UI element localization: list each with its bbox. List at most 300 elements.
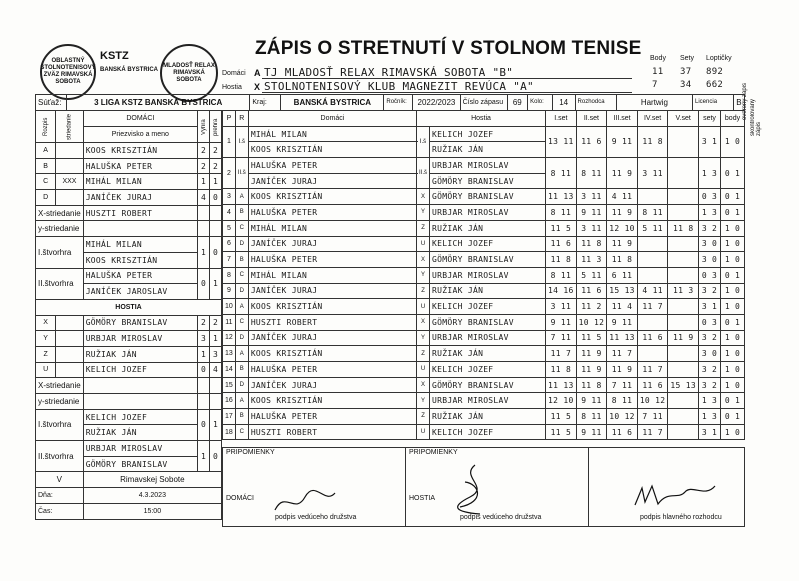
match-no: 69 bbox=[507, 95, 528, 111]
set-5-score bbox=[668, 424, 699, 440]
guest-player-2-name: RUŽIAK JÁN bbox=[430, 142, 546, 158]
home-player-name: HALUŠKA PETER bbox=[248, 252, 416, 268]
guest-player-letter: Z bbox=[417, 346, 430, 362]
set-2-score: 10 12 bbox=[576, 314, 607, 330]
referee-label: Rozhodca bbox=[575, 95, 616, 111]
sets-result: 3 1 bbox=[699, 299, 721, 315]
guest-signature bbox=[450, 462, 500, 517]
set-5-score bbox=[668, 267, 699, 283]
match-row bbox=[223, 424, 745, 440]
guest-player-letter: U bbox=[417, 362, 430, 378]
set5-header: V.set bbox=[668, 111, 699, 127]
player-letter: B bbox=[36, 158, 56, 174]
match-row bbox=[223, 377, 745, 393]
guest-player-name: RUŽIAK JÁN bbox=[430, 220, 546, 236]
set-4-score: 5 11 bbox=[637, 220, 668, 236]
player-letter: Z bbox=[36, 346, 56, 362]
set-3-score: 9 11 bbox=[607, 126, 638, 157]
remarks-label-left: PRIPOMIENKY bbox=[226, 449, 275, 456]
set-5-score bbox=[668, 393, 699, 409]
set-4-score bbox=[637, 189, 668, 205]
set-3-score: 11 7 bbox=[607, 346, 638, 362]
set-2-score: 3 11 bbox=[576, 220, 607, 236]
sig-divider-2 bbox=[588, 447, 589, 527]
guest-y-sub-label: y-striedanie bbox=[36, 394, 84, 410]
player-losses: 2 bbox=[210, 158, 222, 174]
points-result: 1 0 bbox=[721, 126, 745, 157]
home-doubles-1-player-a: MIHÁL MILAN bbox=[83, 237, 197, 253]
set-5-score: 11 3 bbox=[668, 283, 699, 299]
match-row bbox=[223, 267, 745, 283]
set-1-score: 11 5 bbox=[546, 424, 577, 440]
points-result: 1 0 bbox=[721, 362, 745, 378]
matches-table bbox=[222, 110, 745, 440]
set-5-score bbox=[668, 299, 699, 315]
set-3-score: 11 9 bbox=[607, 362, 638, 378]
match-number: 12 bbox=[223, 330, 236, 346]
sets-result: 3 2 bbox=[699, 283, 721, 299]
set-3-score: 11 9 bbox=[607, 158, 638, 189]
set-4-score bbox=[637, 252, 668, 268]
home-player-name: KOOS KRISZTIÁN bbox=[248, 346, 416, 362]
home-doubles-1-win: 1 bbox=[198, 237, 210, 268]
set-2-score: 5 11 bbox=[576, 267, 607, 283]
set-2-score: 11 5 bbox=[576, 330, 607, 346]
set-3-score: 7 11 bbox=[607, 377, 638, 393]
set1-header: I.set bbox=[546, 111, 577, 127]
home-player-name: HUSZTI ROBERT bbox=[248, 424, 416, 440]
home-player-letter: A bbox=[235, 393, 248, 409]
verified-scoresheet-note: skontrolovaný zápis bbox=[750, 98, 762, 136]
player-wins: 2 bbox=[198, 158, 210, 174]
match-number: 16 bbox=[223, 393, 236, 409]
points-result: 0 1 bbox=[721, 393, 745, 409]
home-sets: 37 bbox=[680, 67, 692, 77]
player-sub bbox=[56, 143, 83, 159]
player-wins: 1 bbox=[198, 174, 210, 190]
player-letter: C bbox=[36, 174, 56, 190]
guest-player-name: GÖMÖRY BRANISLAV bbox=[430, 189, 546, 205]
home-sig-label: DOMÁCI bbox=[226, 495, 254, 502]
guest-player-letter: Y bbox=[417, 393, 430, 409]
home-player-letter: D bbox=[235, 330, 248, 346]
set-4-score bbox=[637, 267, 668, 283]
set-5-score bbox=[668, 126, 699, 157]
player-wins: 3 bbox=[198, 331, 210, 347]
sets-result: 0 3 bbox=[699, 267, 721, 283]
match-number: 2 bbox=[223, 158, 236, 189]
points-result: 0 1 bbox=[721, 409, 745, 425]
guest-sets: 34 bbox=[680, 80, 692, 90]
sets-result: 3 2 bbox=[699, 220, 721, 236]
player-letter: X bbox=[36, 315, 56, 331]
set-5-score bbox=[668, 409, 699, 425]
lineup-table bbox=[35, 110, 222, 520]
competition: 3 LIGA KSTZ BANSKÁ BYSTRICA bbox=[66, 95, 249, 111]
home-player-letter: B bbox=[235, 205, 248, 221]
points-result: 0 1 bbox=[721, 158, 745, 189]
home-player-row bbox=[36, 158, 222, 174]
home-doubles-2-label: II.štvorhra bbox=[36, 268, 84, 299]
home-player-letter: A bbox=[235, 189, 248, 205]
player-sub bbox=[56, 315, 83, 331]
match-number: 7 bbox=[223, 252, 236, 268]
points-result: 1 0 bbox=[721, 346, 745, 362]
match-number: 1 bbox=[223, 126, 236, 157]
home-player-letter: B bbox=[235, 409, 248, 425]
set-4-score bbox=[637, 346, 668, 362]
guest-label: Hostia bbox=[222, 84, 242, 91]
player-losses: 0 bbox=[210, 190, 222, 206]
round: 14 bbox=[552, 95, 575, 111]
set-2-score: 9 11 bbox=[576, 393, 607, 409]
home-player-name: KOOS KRISZTIÁN bbox=[248, 189, 416, 205]
y-sub-label: y-striedanie bbox=[36, 221, 84, 237]
home-doubles-1-loss: 0 bbox=[210, 237, 222, 268]
set-2-score: 8 11 bbox=[576, 409, 607, 425]
set-2-score: 11 6 bbox=[576, 126, 607, 157]
home-player-name: JANÍČEK JURAJ bbox=[248, 330, 416, 346]
guest-player-letter: Y bbox=[417, 267, 430, 283]
set-2-score: 9 11 bbox=[576, 205, 607, 221]
match-row bbox=[223, 362, 745, 378]
home-player-name: MIHÁL MILAN bbox=[248, 220, 416, 236]
player-losses: 1 bbox=[210, 331, 222, 347]
sets-result: 3 1 bbox=[699, 126, 721, 157]
set-3-score: 11 6 bbox=[607, 424, 638, 440]
set-2-score: 8 11 bbox=[576, 158, 607, 189]
club-logo-left: OBLASTNÝ STOLNOTENISOVÝ ZVÄZ RIMAVSKÁ SOBOTA bbox=[40, 44, 96, 100]
home-player-letter: D bbox=[235, 236, 248, 252]
guest-player-letter: U bbox=[417, 424, 430, 440]
mladost-relax-logo: MLADOSŤ RELAX RIMAVSKÁ SOBOTA bbox=[160, 44, 218, 102]
player-name: JANÍČEK JURAJ bbox=[83, 190, 197, 206]
set-4-score: 10 12 bbox=[637, 393, 668, 409]
page-title: ZÁPIS O STRETNUTÍ V STOLNOM TENISE bbox=[255, 38, 642, 59]
match-row bbox=[223, 158, 745, 174]
points-result: 1 0 bbox=[721, 220, 745, 236]
home-player-row bbox=[36, 174, 222, 190]
player-wins: 1 bbox=[198, 346, 210, 362]
home-player-letter: II.š bbox=[235, 158, 248, 189]
home-player-letter: D bbox=[235, 283, 248, 299]
player-sub bbox=[56, 362, 83, 378]
r-header: R bbox=[235, 111, 248, 127]
guest-letter: X bbox=[254, 82, 261, 92]
set-1-score: 8 11 bbox=[546, 205, 577, 221]
set-4-score: 11 7 bbox=[637, 424, 668, 440]
player-wins: 2 bbox=[198, 143, 210, 159]
guest-doubles-2-win: 1 bbox=[198, 441, 210, 472]
set-3-score: 11 13 bbox=[607, 330, 638, 346]
sets-result: 3 1 bbox=[699, 424, 721, 440]
player-sub bbox=[56, 190, 83, 206]
guest-player-header: Hostia bbox=[417, 111, 546, 127]
guest-player-name: KELICH JOZEF bbox=[430, 236, 546, 252]
time: 15:00 bbox=[83, 503, 221, 519]
set-1-score: 11 8 bbox=[546, 362, 577, 378]
set-4-score: 11 6 bbox=[637, 330, 668, 346]
player-sub bbox=[56, 158, 83, 174]
home-doubles-2-loss: 1 bbox=[210, 268, 222, 299]
sets-result: 3 2 bbox=[699, 362, 721, 378]
x-sub-name: HUSZTI ROBERT bbox=[83, 205, 197, 221]
match-number: 17 bbox=[223, 409, 236, 425]
home-player-2-name: JANÍČEK JURAJ bbox=[248, 173, 416, 189]
home-doubles-1-label: I.štvorhra bbox=[36, 237, 84, 268]
match-no-label: Číslo zápasu bbox=[460, 95, 507, 111]
guest-player-letter: X bbox=[417, 252, 430, 268]
guest-player-name: URBJAR MIROSLAV bbox=[430, 205, 546, 221]
guest-player-name: GÖMÖRY BRANISLAV bbox=[430, 252, 546, 268]
set-5-score: 11 8 bbox=[668, 220, 699, 236]
guest-player-name: GÖMÖRY BRANISLAV bbox=[430, 314, 546, 330]
match-number: 9 bbox=[223, 283, 236, 299]
set-5-score bbox=[668, 236, 699, 252]
guest-player-name: URBJAR MIROSLAV bbox=[430, 393, 546, 409]
guest-player-letter: Z bbox=[417, 409, 430, 425]
set-3-score: 10 12 bbox=[607, 409, 638, 425]
guest-player-letter: U bbox=[417, 299, 430, 315]
set-4-score: 3 11 bbox=[637, 158, 668, 189]
set-5-score bbox=[668, 252, 699, 268]
home-player-letter: I.š bbox=[235, 126, 248, 157]
guest-doubles-2-loss: 0 bbox=[210, 441, 222, 472]
season-label: Ročník: bbox=[384, 95, 413, 111]
guest-player-row bbox=[36, 331, 222, 347]
home-player-header: Domáci bbox=[248, 111, 416, 127]
guest-sig-label: HOSTIA bbox=[409, 495, 436, 502]
sets-result: 3 0 bbox=[699, 236, 721, 252]
set-4-score: 8 11 bbox=[637, 205, 668, 221]
license-label: Licencia bbox=[693, 95, 734, 111]
guest-player-name: URBJAR MIROSLAV bbox=[430, 330, 546, 346]
points-result: 1 0 bbox=[721, 299, 745, 315]
set-2-score: 11 8 bbox=[576, 377, 607, 393]
home-player-2-name: KOOS KRISZTIÁN bbox=[248, 142, 416, 158]
home-section-header: DOMÁCI bbox=[83, 111, 197, 127]
sets-result: 3 2 bbox=[699, 330, 721, 346]
set-2-score: 11 9 bbox=[576, 362, 607, 378]
points-result: 1 0 bbox=[721, 283, 745, 299]
set-1-score: 11 5 bbox=[546, 409, 577, 425]
region-label: Kraj: bbox=[250, 95, 281, 111]
license: B bbox=[734, 95, 745, 111]
sig-divider bbox=[405, 447, 406, 527]
match-row bbox=[223, 330, 745, 346]
set-3-score: 15 13 bbox=[607, 283, 638, 299]
match-number: 10 bbox=[223, 299, 236, 315]
referee-sig-label: podpis hlavného rozhodcu bbox=[640, 514, 722, 521]
match-row bbox=[223, 299, 745, 315]
home-player-name: KOOS KRISZTIÁN bbox=[248, 393, 416, 409]
guest-player-letter: Z bbox=[417, 220, 430, 236]
match-number: 8 bbox=[223, 267, 236, 283]
points-result: 1 0 bbox=[721, 424, 745, 440]
set-4-score: 11 6 bbox=[637, 377, 668, 393]
wins-header: Výhra bbox=[198, 111, 210, 143]
rozpis-header: Rozpis bbox=[36, 111, 56, 143]
player-letter: Y bbox=[36, 331, 56, 347]
totals-header-sety: Sety bbox=[680, 55, 695, 62]
points-result: 1 0 bbox=[721, 252, 745, 268]
guest-player-letter: II.š bbox=[417, 158, 430, 189]
home-captain-sig-label: podpis vedúceho družstva bbox=[275, 514, 357, 521]
home-doubles-2-player-b: JANÍČEK JAROSLAV bbox=[83, 284, 197, 300]
match-number: 14 bbox=[223, 362, 236, 378]
points-result: 0 1 bbox=[721, 189, 745, 205]
set-1-score: 11 13 bbox=[546, 189, 577, 205]
home-doubles-2-player-a: HALUŠKA PETER bbox=[83, 268, 197, 284]
set3-header: III.set bbox=[607, 111, 638, 127]
home-player-name: HUSZTI ROBERT bbox=[248, 314, 416, 330]
match-number: 6 bbox=[223, 236, 236, 252]
match-row bbox=[223, 236, 745, 252]
home-player-row bbox=[36, 143, 222, 159]
guest-doubles-1-label: I.štvorhra bbox=[36, 409, 84, 440]
home-player-name: JANÍČEK JURAJ bbox=[248, 236, 416, 252]
guest-player-letter: Z bbox=[417, 283, 430, 299]
match-row bbox=[223, 283, 745, 299]
guest-player-name: RUŽIAK JÁN bbox=[430, 283, 546, 299]
date: 4.3.2023 bbox=[83, 488, 221, 504]
player-losses: 3 bbox=[210, 346, 222, 362]
set-4-score bbox=[637, 236, 668, 252]
match-number: 4 bbox=[223, 205, 236, 221]
player-name: KOOS KRISZTIÁN bbox=[83, 143, 197, 159]
guest-doubles-1-loss: 1 bbox=[210, 409, 222, 440]
home-player-letter: A bbox=[235, 299, 248, 315]
player-name: MIHÁL MILAN bbox=[83, 174, 197, 190]
match-row bbox=[223, 393, 745, 409]
home-player-letter: B bbox=[235, 362, 248, 378]
sutaz-label: Súťaž: bbox=[36, 95, 67, 111]
set-4-score: 7 11 bbox=[637, 409, 668, 425]
sets-result: 1 3 bbox=[699, 409, 721, 425]
set-3-score: 11 4 bbox=[607, 299, 638, 315]
verified-record-label: overený zápis bbox=[742, 82, 748, 120]
set-1-score: 8 11 bbox=[546, 158, 577, 189]
guest-balls: 662 bbox=[706, 80, 724, 90]
sets-header: sety bbox=[699, 111, 721, 127]
venue: Rimavskej Sobote bbox=[83, 472, 221, 488]
home-player-name: HALUŠKA PETER bbox=[248, 205, 416, 221]
player-name: KELICH JOZEF bbox=[83, 362, 197, 378]
name-header: Priezvisko a meno bbox=[83, 127, 197, 143]
set-5-score bbox=[668, 158, 699, 189]
points-header: body bbox=[721, 111, 745, 127]
kstz-logo: KSTZ BANSKÁ BYSTRICA bbox=[100, 50, 159, 73]
guest-player-letter: Y bbox=[417, 205, 430, 221]
guest-points: 7 bbox=[652, 80, 658, 90]
guest-underline bbox=[262, 92, 632, 93]
guest-player-name: GÖMÖRY BRANISLAV bbox=[430, 377, 546, 393]
guest-doubles-2-player-a: URBJAR MIROSLAV bbox=[83, 441, 197, 457]
sets-result: 3 0 bbox=[699, 346, 721, 362]
region: BANSKÁ BYSTRICA bbox=[281, 95, 384, 111]
sets-result: 1 3 bbox=[699, 393, 721, 409]
set-1-score: 11 5 bbox=[546, 220, 577, 236]
home-points: 11 bbox=[652, 67, 664, 77]
points-result: 1 0 bbox=[721, 377, 745, 393]
player-letter: A bbox=[36, 143, 56, 159]
set-3-score: 11 9 bbox=[607, 236, 638, 252]
player-name: RUŽIAK JÁN bbox=[83, 346, 197, 362]
set2-header: II.set bbox=[576, 111, 607, 127]
guest-doubles-2-label: II.štvorhra bbox=[36, 441, 84, 472]
guest-player-row bbox=[36, 362, 222, 378]
set-2-score: 11 6 bbox=[576, 283, 607, 299]
striedanie-header: striedanie bbox=[56, 111, 83, 143]
home-signature bbox=[270, 485, 340, 515]
home-letter: A bbox=[254, 68, 261, 78]
guest-doubles-1-win: 0 bbox=[198, 409, 210, 440]
set-1-score: 9 11 bbox=[546, 314, 577, 330]
points-result: 1 0 bbox=[721, 236, 745, 252]
match-row bbox=[223, 126, 745, 142]
set-5-score bbox=[668, 314, 699, 330]
player-wins: 4 bbox=[198, 190, 210, 206]
player-name: URBJAR MIROSLAV bbox=[83, 331, 197, 347]
home-player-name: MIHÁL MILAN bbox=[248, 126, 416, 142]
player-sub: XXX bbox=[56, 174, 83, 190]
guest-player-name: KELICH JOZEF bbox=[430, 362, 546, 378]
player-losses: 2 bbox=[210, 143, 222, 159]
player-name: HALUŠKA PETER bbox=[83, 158, 197, 174]
set-5-score bbox=[668, 189, 699, 205]
set-3-score: 4 11 bbox=[607, 189, 638, 205]
home-player-letter: B bbox=[235, 252, 248, 268]
set-1-score: 3 11 bbox=[546, 299, 577, 315]
set-1-score: 11 7 bbox=[546, 346, 577, 362]
match-number: 13 bbox=[223, 346, 236, 362]
match-number: 15 bbox=[223, 377, 236, 393]
guest-player-name: URBJAR MIROSLAV bbox=[430, 158, 546, 174]
p-header: P bbox=[223, 111, 236, 127]
set-2-score: 11 8 bbox=[576, 236, 607, 252]
set-1-score: 13 11 bbox=[546, 126, 577, 157]
match-number: 18 bbox=[223, 424, 236, 440]
home-label: Domáci bbox=[222, 70, 246, 77]
home-underline bbox=[262, 78, 632, 79]
player-losses: 1 bbox=[210, 174, 222, 190]
remarks-label-right: PRIPOMIENKY bbox=[409, 449, 458, 456]
player-losses: 4 bbox=[210, 362, 222, 378]
match-number: 11 bbox=[223, 314, 236, 330]
set-3-score: 11 9 bbox=[607, 205, 638, 221]
set-5-score bbox=[668, 362, 699, 378]
match-row bbox=[223, 252, 745, 268]
set-4-score bbox=[637, 314, 668, 330]
guest-section-header: HOSTIA bbox=[36, 299, 222, 315]
home-player-letter: D bbox=[235, 377, 248, 393]
season: 2022/2023 bbox=[413, 95, 460, 111]
guest-player-letter: X bbox=[417, 314, 430, 330]
guest-player-letter: X bbox=[417, 377, 430, 393]
match-row bbox=[223, 220, 745, 236]
round-label: Kolo: bbox=[528, 95, 553, 111]
sets-result: 3 2 bbox=[699, 377, 721, 393]
set-5-score: 11 9 bbox=[668, 330, 699, 346]
home-player-letter: C bbox=[235, 220, 248, 236]
player-sub bbox=[56, 331, 83, 347]
sets-result: 0 3 bbox=[699, 314, 721, 330]
set-5-score: 15 13 bbox=[668, 377, 699, 393]
set-5-score bbox=[668, 346, 699, 362]
home-player-row bbox=[36, 190, 222, 206]
referee: Hartwig bbox=[616, 95, 692, 111]
guest-player-letter: X bbox=[417, 189, 430, 205]
